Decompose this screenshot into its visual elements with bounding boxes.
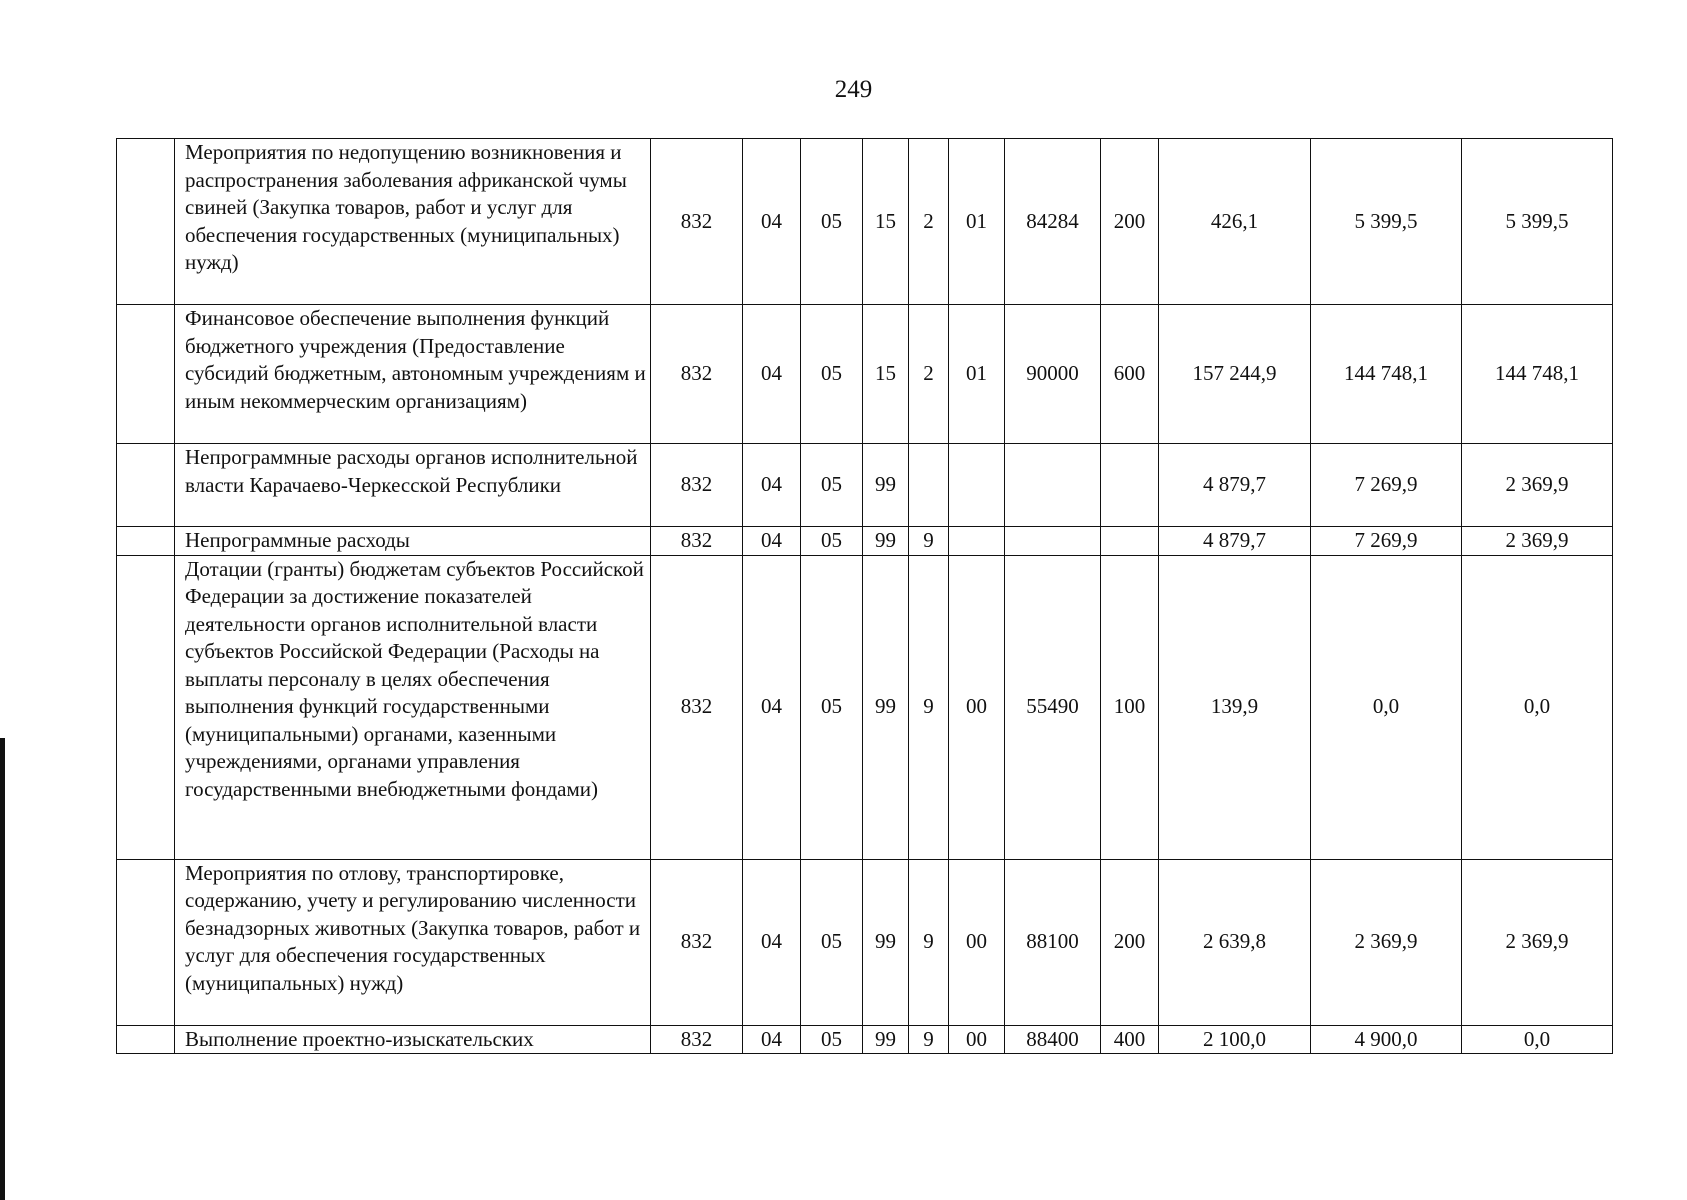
amount-year-1-cell: 2 100,0	[1159, 1025, 1311, 1054]
direction-code-cell: 84284	[1005, 139, 1101, 305]
expense-name-cell: Непрограммные расходы	[175, 527, 651, 556]
subsection-code-cell: 05	[801, 444, 863, 527]
section-code-cell: 04	[743, 555, 801, 859]
row-number-cell	[117, 1025, 175, 1054]
scan-edge-mark	[0, 738, 5, 1200]
page-number: 249	[834, 76, 873, 103]
direction-code-cell	[1005, 444, 1101, 527]
amount-year-3-cell: 2 369,9	[1462, 527, 1613, 556]
subprogram-code-cell: 9	[909, 1025, 949, 1054]
direction-code-cell: 88400	[1005, 1025, 1101, 1054]
budget-table	[116, 138, 1613, 1054]
subsection-code-cell: 05	[801, 1025, 863, 1054]
subsection-code-cell: 05	[801, 305, 863, 444]
expense-name-cell: Финансовое обеспечение выполнения функций бюджетного учреждения (Предоставление субсидий бюджетным, автономным учреждениям и иным некоммерческим организациям)	[175, 305, 651, 444]
row-number-cell	[117, 555, 175, 859]
subprogram-code-cell: 2	[909, 139, 949, 305]
table-row	[117, 527, 1613, 556]
direction-code-cell: 55490	[1005, 555, 1101, 859]
subsection-code-cell: 05	[801, 527, 863, 556]
direction-code-cell: 88100	[1005, 859, 1101, 1025]
section-code-cell: 04	[743, 527, 801, 556]
row-number-cell	[117, 139, 175, 305]
subprogram-code-cell: 9	[909, 859, 949, 1025]
expense-name-cell: Мероприятия по отлову, транспортировке, содержанию, учету и регулированию численности безнадзорных животных (Закупка товаров, работ и услуг для обеспечения государственных (муниципальных) нужд)	[175, 859, 651, 1025]
table-row	[117, 1025, 1613, 1054]
section-code-cell: 04	[743, 305, 801, 444]
expense-type-code-cell: 600	[1101, 305, 1159, 444]
expense-name-cell: Выполнение проектно-изыскательских	[175, 1025, 651, 1054]
section-code-cell: 04	[743, 859, 801, 1025]
table-row	[117, 139, 1613, 305]
expense-name-cell: Дотации (гранты) бюджетам субъектов Российской Федерации за достижение показателей деятельности органов исполнительной власти субъектов Российской Федерации (Расходы на выплаты персоналу в целях обеспечения выполнения функций государственными (муниципальными) органами, казенными учреждениями, органами управления государственными внебюджетными фондами)	[175, 555, 651, 859]
direction-code-cell	[1005, 527, 1101, 556]
amount-year-2-cell: 4 900,0	[1311, 1025, 1462, 1054]
amount-year-3-cell: 144 748,1	[1462, 305, 1613, 444]
row-number-cell	[117, 527, 175, 556]
amount-year-3-cell: 2 369,9	[1462, 444, 1613, 527]
program-code-cell: 99	[863, 527, 909, 556]
amount-year-2-cell: 0,0	[1311, 555, 1462, 859]
section-code-cell: 04	[743, 1025, 801, 1054]
expense-type-code-cell: 100	[1101, 555, 1159, 859]
direction-code-cell: 90000	[1005, 305, 1101, 444]
section-code-cell: 04	[743, 139, 801, 305]
amount-year-2-cell: 144 748,1	[1311, 305, 1462, 444]
amount-year-3-cell: 0,0	[1462, 555, 1613, 859]
admin-code-cell: 832	[651, 527, 743, 556]
subsection-code-cell: 05	[801, 139, 863, 305]
admin-code-cell: 832	[651, 859, 743, 1025]
event-code-cell: 00	[949, 555, 1005, 859]
expense-type-code-cell: 200	[1101, 139, 1159, 305]
expense-type-code-cell	[1101, 444, 1159, 527]
amount-year-2-cell: 2 369,9	[1311, 859, 1462, 1025]
subprogram-code-cell: 9	[909, 555, 949, 859]
admin-code-cell: 832	[651, 139, 743, 305]
table-row	[117, 859, 1613, 1025]
expense-type-code-cell: 400	[1101, 1025, 1159, 1054]
subsection-code-cell: 05	[801, 555, 863, 859]
event-code-cell	[949, 527, 1005, 556]
amount-year-1-cell: 139,9	[1159, 555, 1311, 859]
expense-name-cell: Непрограммные расходы органов исполнительной власти Карачаево-Черкесской Республики	[175, 444, 651, 527]
table-row	[117, 444, 1613, 527]
expense-type-code-cell	[1101, 527, 1159, 556]
subsection-code-cell: 05	[801, 859, 863, 1025]
program-code-cell: 99	[863, 1025, 909, 1054]
admin-code-cell: 832	[651, 1025, 743, 1054]
amount-year-1-cell: 426,1	[1159, 139, 1311, 305]
subprogram-code-cell: 9	[909, 527, 949, 556]
admin-code-cell: 832	[651, 305, 743, 444]
amount-year-1-cell: 4 879,7	[1159, 527, 1311, 556]
table-row	[117, 305, 1613, 444]
row-number-cell	[117, 305, 175, 444]
event-code-cell	[949, 444, 1005, 527]
program-code-cell: 15	[863, 139, 909, 305]
section-code-cell: 04	[743, 444, 801, 527]
row-number-cell	[117, 859, 175, 1025]
amount-year-3-cell: 0,0	[1462, 1025, 1613, 1054]
row-number-cell	[117, 444, 175, 527]
expense-type-code-cell: 200	[1101, 859, 1159, 1025]
amount-year-1-cell: 4 879,7	[1159, 444, 1311, 527]
subprogram-code-cell	[909, 444, 949, 527]
amount-year-1-cell: 157 244,9	[1159, 305, 1311, 444]
admin-code-cell: 832	[651, 555, 743, 859]
program-code-cell: 99	[863, 444, 909, 527]
table-row	[117, 555, 1613, 859]
admin-code-cell: 832	[651, 444, 743, 527]
amount-year-2-cell: 7 269,9	[1311, 527, 1462, 556]
event-code-cell: 01	[949, 305, 1005, 444]
amount-year-3-cell: 5 399,5	[1462, 139, 1613, 305]
amount-year-2-cell: 5 399,5	[1311, 139, 1462, 305]
amount-year-3-cell: 2 369,9	[1462, 859, 1613, 1025]
amount-year-1-cell: 2 639,8	[1159, 859, 1311, 1025]
program-code-cell: 99	[863, 555, 909, 859]
event-code-cell: 01	[949, 139, 1005, 305]
program-code-cell: 99	[863, 859, 909, 1025]
event-code-cell: 00	[949, 859, 1005, 1025]
subprogram-code-cell: 2	[909, 305, 949, 444]
amount-year-2-cell: 7 269,9	[1311, 444, 1462, 527]
program-code-cell: 15	[863, 305, 909, 444]
expense-name-cell: Мероприятия по недопущению возникновения и распространения заболевания африканской чумы свиней (Закупка товаров, работ и услуг для обеспечения государственных (муниципальных) нужд)	[175, 139, 651, 305]
event-code-cell: 00	[949, 1025, 1005, 1054]
